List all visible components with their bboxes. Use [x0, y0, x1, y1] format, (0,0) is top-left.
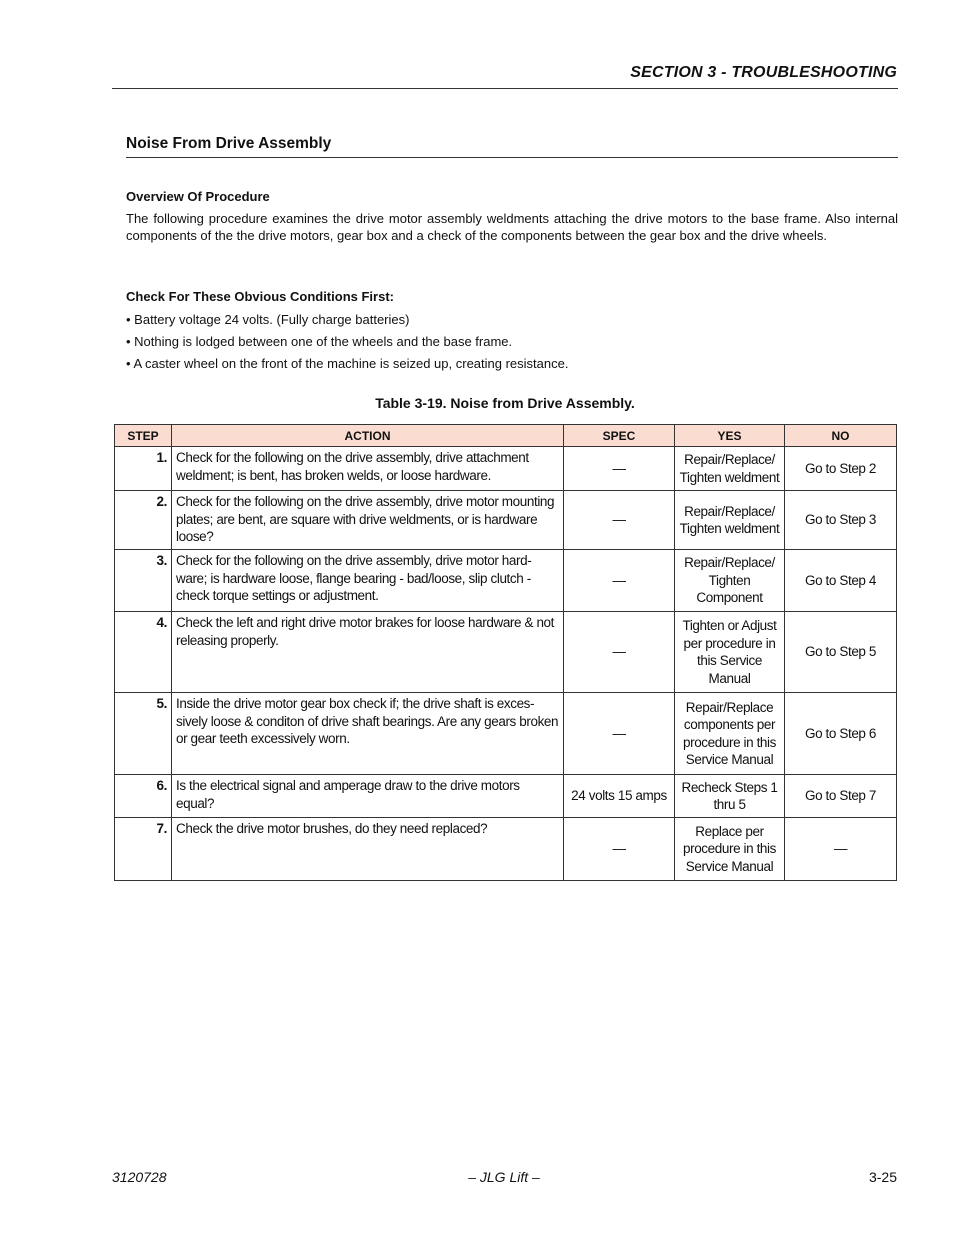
table-title: Table 3-19. Noise from Drive Assembly.	[375, 395, 635, 411]
action-cell: Check the drive motor brushes, do they need replaced?	[172, 818, 564, 881]
header-step: STEP	[115, 425, 172, 447]
no-cell: Go to Step 3	[785, 491, 897, 550]
header-no: NO	[785, 425, 897, 447]
no-cell: Go to Step 6	[785, 693, 897, 775]
footer-brand: – JLG Lift –	[468, 1169, 540, 1185]
table-row	[115, 693, 897, 775]
conditions-list	[126, 311, 568, 377]
no-cell: Go to Step 2	[785, 447, 897, 491]
header-spec: SPEC	[564, 425, 675, 447]
procedure-table	[114, 424, 897, 881]
yes-cell: Repair/Replace/ Tighten weldment	[675, 447, 785, 491]
yes-cell: Repair/Replace components per procedure in this Service Manual	[675, 693, 785, 775]
table-row	[115, 612, 897, 693]
list-item: • Battery voltage 24 volts. (Fully charge batteries)	[126, 312, 410, 327]
spec-cell: —	[564, 818, 675, 881]
overview-paragraph: The following procedure examines the drive motor assembly weldments attaching the drive motors to the base frame. Also internal components of the the drive motors, gear box and a check of the components between the gear box and the drive wheels.	[126, 211, 898, 243]
action-cell: Check for the following on the drive assembly, drive motor mounting plates; are bent, are square with drive weldments, or is hardware loose?	[172, 491, 564, 550]
action-cell: Check for the following on the drive assembly, drive attachment weldment; is bent, has broken welds, or loose hardware.	[172, 447, 564, 491]
heading-rule	[126, 157, 898, 158]
header-yes: YES	[675, 425, 785, 447]
spec-cell: 24 volts 15 amps	[564, 775, 675, 818]
list-item: • Nothing is lodged between one of the wheels and the base frame.	[126, 334, 513, 349]
no-cell: Go to Step 4	[785, 550, 897, 612]
yes-cell: Recheck Steps 1 thru 5	[675, 775, 785, 818]
table-row	[115, 818, 897, 881]
table-header-row	[115, 425, 897, 447]
no-cell: Go to Step 5	[785, 612, 897, 693]
header-rule	[112, 88, 898, 89]
action-cell: Check the left and right drive motor brakes for loose hardware & not releasing properly.	[172, 612, 564, 693]
spec-cell: —	[564, 550, 675, 612]
footer-doc-number: 3120728	[112, 1169, 167, 1185]
spec-cell: —	[564, 693, 675, 775]
step-cell: 5.	[115, 693, 172, 775]
section-title: SECTION 3 - TROUBLESHOOTING	[630, 64, 897, 81]
spec-cell: —	[564, 491, 675, 550]
footer-page-number: 3-25	[868, 1169, 897, 1185]
table-row	[115, 447, 897, 491]
action-cell: Check for the following on the drive assembly, drive motor hard-ware; is hardware loose, flange bearing - bad/loose, slip clutch - check torque settings or adjustment.	[172, 550, 564, 612]
table-row	[115, 491, 897, 550]
no-cell: Go to Step 7	[785, 775, 897, 818]
action-cell: Is the electrical signal and amperage draw to the drive motors equal?	[172, 775, 564, 818]
spec-cell: —	[564, 447, 675, 491]
spec-cell: —	[564, 612, 675, 693]
table-row	[115, 550, 897, 612]
header-action: ACTION	[172, 425, 564, 447]
step-cell: 2.	[115, 491, 172, 550]
action-cell: Inside the drive motor gear box check if; the drive shaft is exces-sively loose & conditon of drive shaft bearings. Are any gears broken or gear teeth excessively worn.	[172, 693, 564, 775]
step-cell: 3.	[115, 550, 172, 612]
yes-cell: Replace per procedure in this Service Manual	[675, 818, 785, 881]
yes-cell: Repair/Replace/ Tighten Component	[675, 550, 785, 612]
step-cell: 6.	[115, 775, 172, 818]
list-item: • A caster wheel on the front of the machine is seized up, creating resistance.	[126, 356, 569, 371]
table-row	[115, 775, 897, 818]
step-cell: 7.	[115, 818, 172, 881]
no-cell: —	[785, 818, 897, 881]
yes-cell: Tighten or Adjust per procedure in this Service Manual	[675, 612, 785, 693]
page-heading: Noise From Drive Assembly	[126, 135, 332, 152]
step-cell: 1.	[115, 447, 172, 491]
yes-cell: Repair/Replace/ Tighten weldment	[675, 491, 785, 550]
step-cell: 4.	[115, 612, 172, 693]
conditions-title: Check For These Obvious Conditions First:	[126, 289, 394, 304]
overview-title: Overview Of Procedure	[126, 189, 270, 204]
